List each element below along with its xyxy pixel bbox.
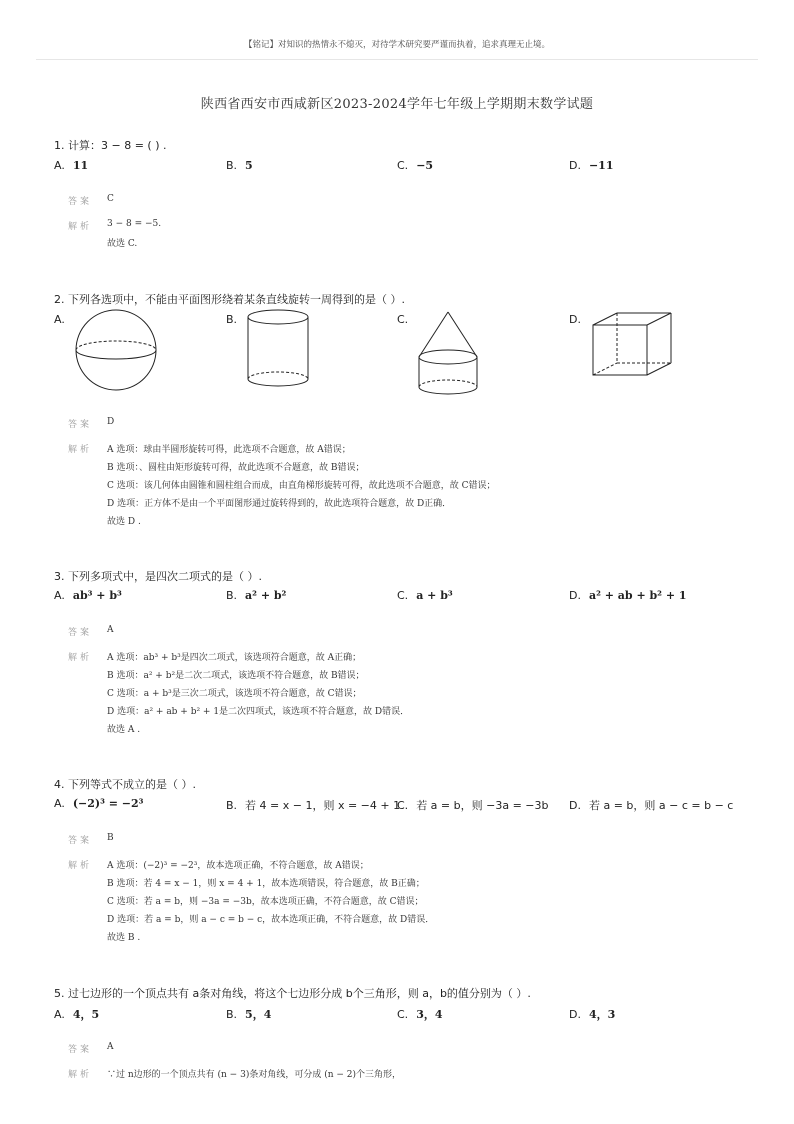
header-divider (36, 59, 758, 60)
question-4-analysis-line: C 选项：若 a = b，则 −3a = −3b，故本选项正确，不符合题意，故 C错误； (107, 897, 424, 907)
option-label: B. (226, 589, 238, 602)
question-4-analysis-line: D 选项：若 a = b，则 a − c = b − c，故本选项正确，不符合题意，故 D错误． (107, 915, 435, 925)
question-3-analysis-line: B 选项：a² + b²是二次二项式，该选项不符合题意，故 B错误； (107, 671, 365, 681)
question-3-stem: 3. 下列多项式中，是四次二项式的是（ ）. (54, 570, 262, 583)
question-3-analysis-line: A 选项：ab³ + b³是四次二项式，该选项符合题意，故 A正确； (107, 653, 362, 663)
option-label: D. (569, 1008, 581, 1021)
analysis-tag: 解析 (68, 861, 93, 871)
option-text: 5 (245, 159, 253, 172)
option-label: A. (54, 589, 65, 602)
question-2-option-b (226, 313, 245, 326)
question-5-stem: 5. 过七边形的一个顶点共有 a条对角线，将这个七边形分成 b个三角形，则 a，b的值分别为（ ）. (54, 987, 531, 1000)
question-2-analysis-line: C 选项：该几何体由圆锥和圆柱组合而成，由直角梯形旋转可得，故此选项不合题意，故 C错误； (107, 481, 496, 491)
option-label: C. (397, 589, 409, 602)
question-5-option-b (226, 1006, 271, 1022)
option-text: −5 (416, 159, 434, 172)
option-text: 5，4 (245, 1008, 272, 1021)
analysis-tag: 解析 (68, 445, 93, 455)
question-4-answer: B (107, 833, 114, 843)
cylinder-figure (246, 309, 310, 389)
analysis-tag: 解析 (68, 653, 93, 663)
option-label: A. (54, 1008, 65, 1021)
option-label: B. (226, 159, 238, 172)
answer-tag: 答案 (68, 197, 93, 207)
question-1-option-a (54, 159, 88, 172)
option-text: 4，5 (72, 1008, 100, 1021)
question-2-analysis-line: B 选项：、圆柱由矩形旋转可得，故此选项不合题意，故 B错误； (107, 463, 365, 473)
question-2-option-a (54, 313, 73, 326)
analysis-tag: 解析 (68, 1070, 93, 1080)
header-motto: 【铭记】对知识的热情永不熄灭，对待学术研究要严谨而执着，追求真理无止境。 (243, 40, 550, 50)
question-5-option-d (569, 1006, 615, 1022)
question-3-option-b (226, 589, 286, 602)
question-4-analysis-line: A 选项：(−2)³ = −2³，故本选项正确，不符合题意，故 A错误； (107, 861, 369, 871)
question-2-analysis-line: D 选项：正方体不是由一个平面图形通过旋转得到的，故此选项符合题意，故 D正确． (107, 499, 452, 509)
question-3-analysis-line: 故选 A . (107, 725, 141, 735)
option-text: 若 a = b，则 −3a = −3b (416, 799, 549, 812)
question-2-stem: 2. 下列各选项中，不能由平面图形绕着某条直线旋转一周得到的是（ ）. (54, 293, 405, 306)
option-text: 11 (72, 159, 89, 172)
question-3-option-a (54, 589, 122, 602)
answer-tag: 答案 (68, 628, 93, 638)
sphere-figure (75, 309, 157, 391)
option-label: B. (226, 313, 238, 326)
question-1-stem: 1. 计算：3 − 8 = ( ) . (54, 139, 167, 152)
option-text: ab³ + b³ (72, 589, 122, 602)
question-2-analysis-line: A 选项：球由半圆形旋转可得，此选项不合题意，故 A错误； (107, 445, 351, 455)
option-label: A. (54, 159, 65, 172)
question-1-analysis-line: 3 − 8 = −5. (107, 219, 162, 229)
question-4-option-d (569, 797, 733, 813)
option-label: C. (397, 313, 409, 326)
option-text: (−2)³ = −2³ (72, 797, 144, 810)
option-label: C. (397, 799, 409, 812)
cone-on-cylinder-figure (415, 309, 481, 395)
cube-figure (591, 311, 673, 377)
option-label: C. (397, 1008, 409, 1021)
option-text: a² + b² (245, 589, 287, 602)
question-4-option-c (397, 797, 548, 813)
question-4-analysis-line: B 选项：若 4 = x − 1，则 x = 4 + 1，故本选项错误，符合题意，故 B正确； (107, 879, 425, 889)
question-3-option-c (397, 589, 453, 602)
question-1-analysis-line: 故选 C. (107, 239, 138, 249)
answer-tag: 答案 (68, 1045, 93, 1055)
option-label: B. (226, 799, 238, 812)
option-label: D. (569, 159, 581, 172)
option-text: 若 a = b，则 a − c = b − c (588, 799, 734, 812)
question-2-option-c (397, 313, 416, 326)
option-text: −11 (588, 159, 614, 172)
question-5-option-a (54, 1006, 99, 1022)
question-1-option-b (226, 159, 253, 172)
question-4-analysis-line: 故选 B . (107, 933, 141, 943)
option-label: D. (569, 589, 581, 602)
question-1-answer: C (107, 194, 114, 204)
option-label: D. (569, 313, 581, 326)
option-label: D. (569, 799, 581, 812)
question-5-answer: A (107, 1042, 114, 1052)
answer-tag: 答案 (68, 420, 93, 430)
question-4-option-b (226, 797, 400, 813)
option-text: a + b³ (416, 589, 453, 602)
option-text: 若 4 = x − 1，则 x = −4 + 1 (245, 799, 401, 812)
option-label: C. (397, 159, 409, 172)
page-title: 陕西省西安市西咸新区2023-2024学年七年级上学期期末数学试题 (200, 97, 594, 112)
question-4-option-a (54, 797, 144, 810)
question-2-option-d (569, 313, 589, 326)
option-text: 3，4 (416, 1008, 443, 1021)
analysis-tag: 解析 (68, 222, 93, 232)
option-text: a² + ab + b² + 1 (588, 589, 687, 602)
question-5-option-c (397, 1006, 443, 1022)
question-1-option-d (569, 159, 614, 172)
option-label: B. (226, 1008, 238, 1021)
option-label: A. (54, 797, 65, 810)
answer-tag: 答案 (68, 836, 93, 846)
question-3-option-d (569, 589, 687, 602)
question-1-option-c (397, 159, 433, 172)
option-label: A. (54, 313, 65, 326)
question-2-answer: D (107, 417, 115, 427)
option-text: 4，3 (588, 1008, 616, 1021)
question-3-answer: A (107, 625, 114, 635)
question-2-analysis-line: 故选 D . (107, 517, 141, 527)
question-3-analysis-line: C 选项：a + b³是三次二项式，该选项不符合题意，故 C错误； (107, 689, 362, 699)
question-4-stem: 4. 下列等式不成立的是（ ）. (54, 778, 196, 791)
question-3-analysis-line: D 选项：a² + ab + b² + 1是二次四项式，该选项不符合题意，故 D错误． (107, 707, 410, 717)
question-5-analysis-line: ∵过 n边形的一个顶点共有 (n − 3)条对角线，可分成 (n − 2)个三角形， (107, 1070, 401, 1080)
